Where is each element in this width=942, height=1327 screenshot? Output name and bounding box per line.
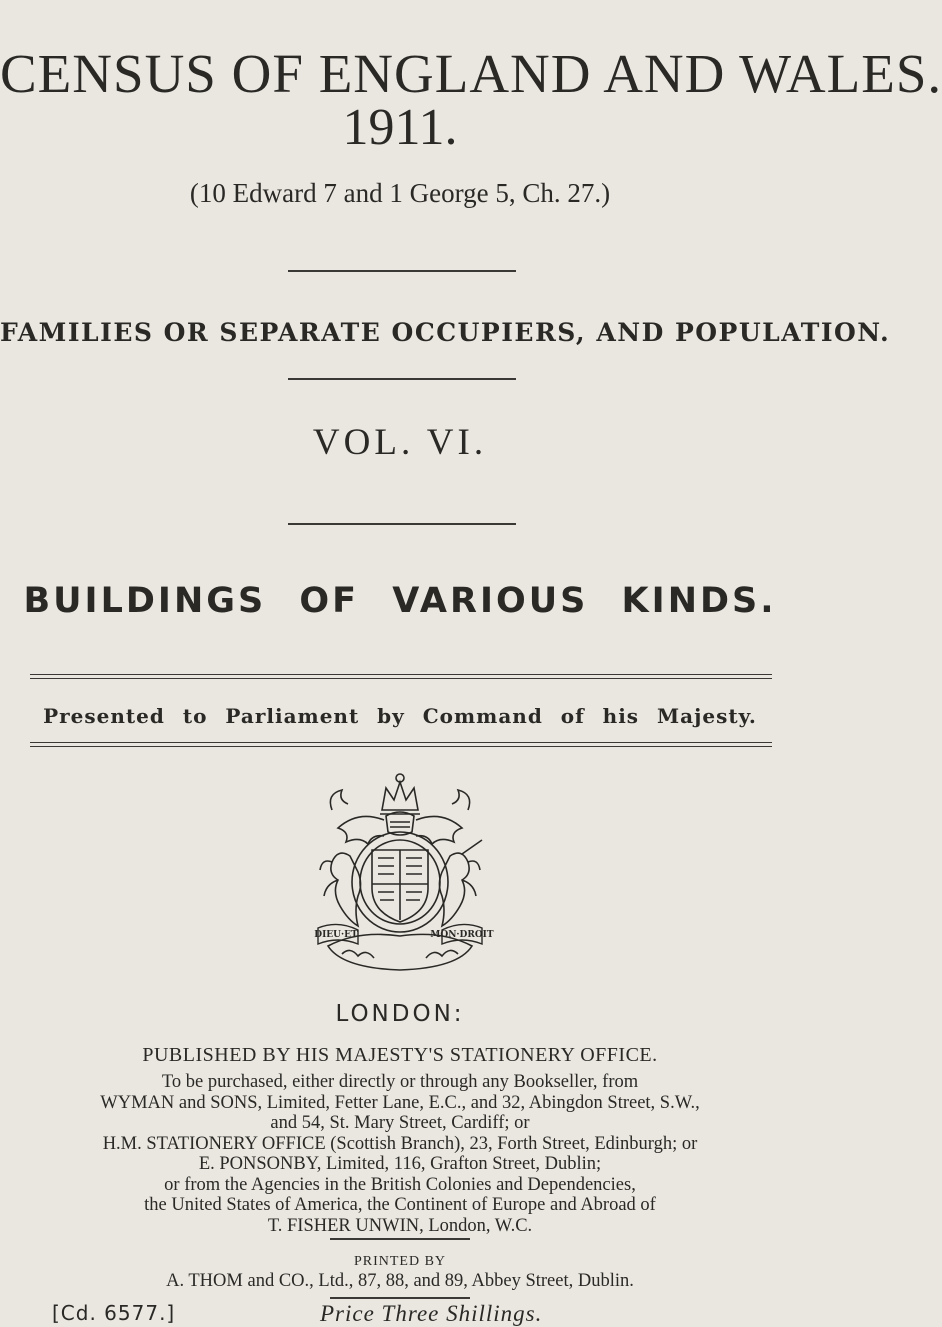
publisher-line: PUBLISHED BY HIS MAJESTY'S STATIONERY OFFICE. [142,1044,658,1066]
census-title: CENSUS OF ENGLAND AND WALES. [0,43,942,104]
divider-rule [288,523,516,525]
purchase-line: E. PONSONBY, Limited, 116, Grafton Street, Dublin; [198,1154,602,1174]
double-rule-top [30,674,772,675]
purchase-line: WYMAN and SONS, Limited, Fetter Lane, E.C., and 32, Abingdon Street, S.W., [100,1092,700,1113]
double-rule-bottom [30,742,772,743]
motto-right: MON·DROIT [430,930,494,940]
command-paper-number: [Cd. 6577.] [52,1301,176,1325]
purchase-line: H.M. STATIONERY OFFICE (Scottish Branch), 23, Forth Street, Edinburgh; or [102,1133,698,1154]
part-title: BUILDINGS OF VARIOUS KINDS. [23,581,777,621]
purchase-line: and 54, St. Mary Street, Cardiff; or [270,1113,530,1133]
printed-by-label: PRINTED BY [353,1254,447,1269]
divider-rule [288,378,516,380]
divider-rule [330,1238,470,1240]
presented-line: Presented to Parliament by Command of his Majesty. [43,704,757,728]
volume-number: VOL. VI. [312,422,488,463]
census-year: 1911. [342,99,458,156]
purchase-line: T. FISHER UNWIN, London, W.C. [267,1215,533,1236]
divider-rule [288,270,516,272]
imprint-city: LONDON: [335,1001,465,1027]
royal-coat-of-arms-icon [298,770,502,978]
printer-line: A. THOM and CO., Ltd., 87, 88, and 89, Abbey Street, Dublin. [166,1271,634,1291]
purchase-paragraph [20,1072,780,1236]
double-rule-top [30,678,772,679]
purchase-line: the United States of America, the Continent of Europe and Abroad of [144,1195,656,1215]
price-line: Price Three Shillings. [320,1301,543,1326]
double-rule-bottom [30,746,772,747]
divider-rule [330,1297,470,1299]
purchase-line: To be purchased, either directly or through any Bookseller, from [161,1072,639,1092]
purchase-line: or from the Agencies in the British Colonies and Dependencies, [164,1174,636,1195]
motto-left: DIEU·ET [314,930,358,940]
act-reference: (10 Edward 7 and 1 George 5, Ch. 27.) [189,178,611,208]
report-subject: FAMILIES OR SEPARATE OCCUPIERS, AND POPULATION. [0,318,891,347]
